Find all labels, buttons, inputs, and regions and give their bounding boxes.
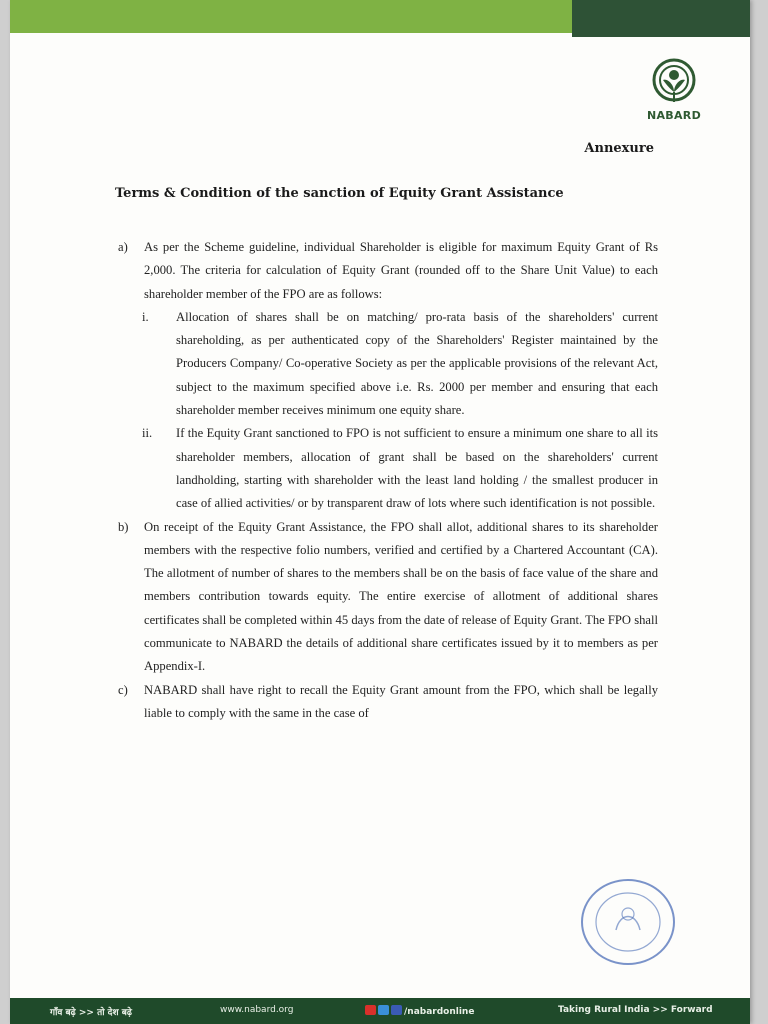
document-page bbox=[10, 0, 750, 1024]
clause-marker: a) bbox=[118, 240, 128, 254]
footer-tagline: Taking Rural India >> Forward bbox=[558, 1005, 713, 1015]
footer-website: www.nabard.org bbox=[220, 1005, 294, 1015]
footer-slogan: गाँव बढ़े >> तो देश बढ़े bbox=[50, 1008, 132, 1018]
clause-marker: c) bbox=[118, 682, 128, 697]
clause-text: On receipt of the Equity Grant Assistance, the FPO shall allot, additional shares to its shareholder members with the respective folio numbers, verified and certified by a Chartered Accountant (CA). The allotment of number of shares to the members shall be on the basis of face value of the share and members contribution towards equity. The entire exercise of allotment of additional shares certificates shall be completed within 45 days from the date of release of Equity Grant. The FPO shall communicate to NABARD the details of additional share certificates issued by it to members as per Appendix-I. bbox=[144, 519, 658, 674]
footer-social-handle: /nabardonline bbox=[404, 1007, 475, 1017]
sub-clause-ii bbox=[134, 422, 658, 515]
twitter-icon bbox=[378, 1005, 389, 1015]
sub-clause-text: If the Equity Grant sanctioned to FPO is not sufficient to ensure a minimum one share to all its shareholder members, allocation of grant shall be based on the shareholders' current landholding, starting with shareholder with the least land holding / the smallest producer in case of allied activities/ or by transparent draw of lots where such identification is not possible. bbox=[176, 426, 658, 511]
clause-marker: b) bbox=[118, 519, 129, 534]
clause-text: NABARD shall have right to recall the Equity Grant amount from the FPO, which shall be legally liable to comply with the same in the case of bbox=[144, 682, 658, 720]
youtube-icon bbox=[365, 1005, 376, 1015]
nabard-emblem-icon bbox=[651, 58, 697, 108]
logo-wordmark: NABARD bbox=[646, 109, 702, 122]
document-body bbox=[118, 236, 658, 725]
sub-clause-text: Allocation of shares shall be on matching/ pro-rata basis of the shareholders' current shareholding, as per authenticated copy of the Shareholders' Register maintained by the Producers Company/ Co-operative Society as per the applicable provisions of the relevant Act, subject to the maximum specified above i.e. Rs. 2000 per member and ensuring that each shareholder member receives minimum one equity share. bbox=[176, 309, 658, 418]
facebook-icon bbox=[391, 1005, 402, 1015]
page-footer bbox=[10, 998, 750, 1024]
clause-a bbox=[118, 236, 658, 306]
nabard-logo bbox=[642, 58, 706, 134]
document-title: Terms & Condition of the sanction of Equity Grant Assistance bbox=[115, 186, 564, 201]
clause-c bbox=[118, 679, 658, 726]
clause-text: As per the Scheme guideline, individual Shareholder is eligible for maximum Equity Grant of Rs 2,000. The criteria for calculation of Equity Grant (rounded off to the Share Unit Value) to each shareholder member of the FPO are as follows: bbox=[144, 240, 658, 301]
sub-clause-marker: i. bbox=[142, 309, 149, 324]
annexure-label: Annexure bbox=[584, 141, 654, 156]
office-seal-stamp bbox=[576, 874, 686, 970]
footer-social bbox=[365, 1005, 474, 1017]
clause-b bbox=[118, 516, 658, 679]
header-band-dark bbox=[572, 0, 750, 37]
header-band-light bbox=[10, 0, 572, 33]
sub-clause-marker: ii. bbox=[142, 426, 153, 441]
sub-clause-i bbox=[134, 306, 658, 422]
